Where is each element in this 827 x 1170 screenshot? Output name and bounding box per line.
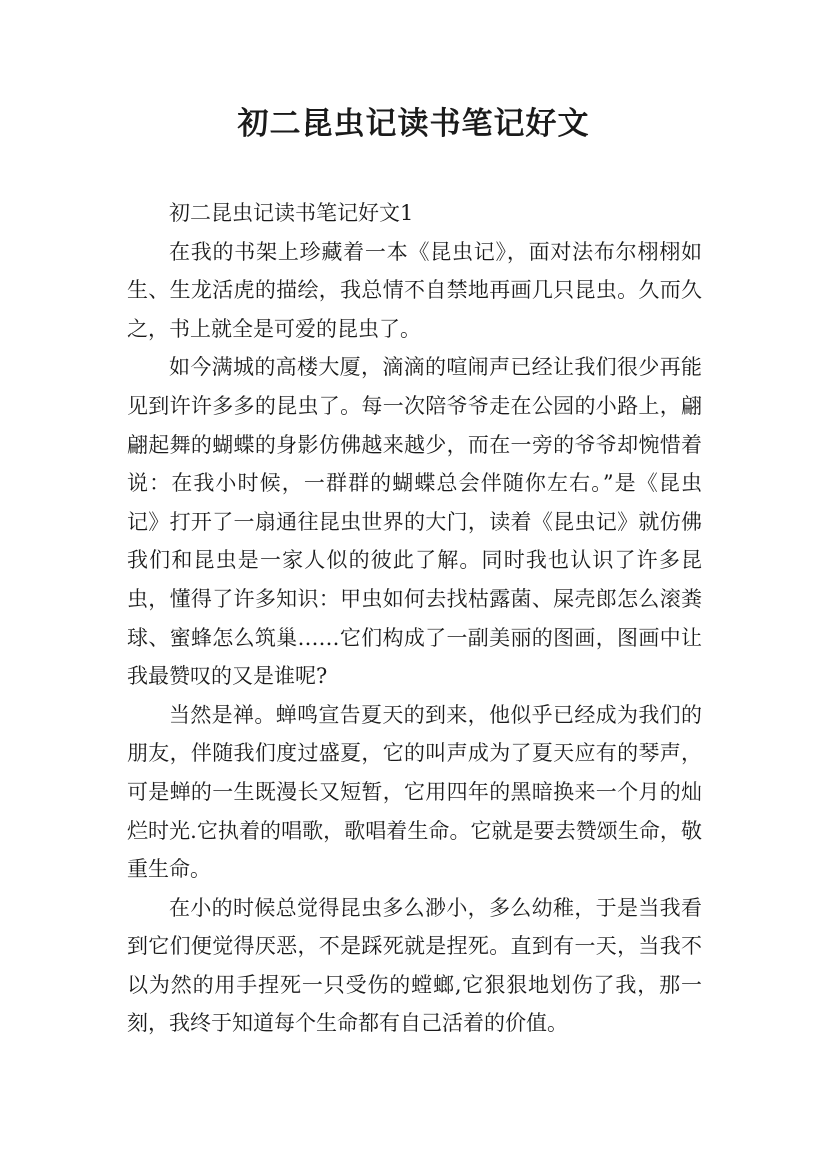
section-heading: 初二昆虫记读书笔记好文1 (169, 201, 414, 225)
paragraph-3: 当然是禅。蝉鸣宣告夏天的到来，他似乎已经成为我们的朋友，伴随我们度过盛夏，它的叫声成为了夏天应有的琴声，可是蝉的一生既漫长又短暂，它用四年的黑暗换来一个月的灿烂时光.它执着的唱歌，歌唱着生命。它就是要去赞颂生命，敬重生命。 (127, 702, 702, 882)
paragraph-1: 在我的书架上珍藏着一本《昆虫记》，面对法布尔栩栩如生、生龙活虎的描绘，我总情不自禁地再画几只昆虫。久而久之，书上就全是可爱的昆虫了。 (127, 239, 702, 341)
paragraph-2: 如今满城的高楼大厦，滴滴的喧闹声已经让我们很少再能见到许许多多的昆虫了。每一次陪爷爷走在公园的小路上，翩翩起舞的蝴蝶的身影仿佛越来越少，而在一旁的爷爷却惋惜着说：在我小时候，一群群的蝴蝶总会伴随你左右。”是《昆虫记》打开了一扇通往昆虫世界的大门，读着《昆虫记》就仿佛我们和昆虫是一家人似的彼此了解。同时我也认识了许多昆虫，懂得了许多知识：甲虫如何去找枯露菌、屎壳郎怎么滚粪球、蜜蜂怎么筑巢……它们构成了一副美丽的图画，图画中让我最赞叹的又是谁呢? (127, 355, 702, 689)
paragraph-4: 在小的时候总觉得昆虫多么渺小，多么幼稚，于是当我看到它们便觉得厌恶，不是踩死就是捏死。直到有一天，当我不以为然的用手捏死一只受伤的螳螂,它狠狠地划伤了我，那一刻，我终于知道每个生命都有自己活着的价值。 (127, 895, 702, 1036)
document-body (127, 194, 702, 1043)
document-title: 初二昆虫记读书笔记好文 (237, 106, 590, 142)
